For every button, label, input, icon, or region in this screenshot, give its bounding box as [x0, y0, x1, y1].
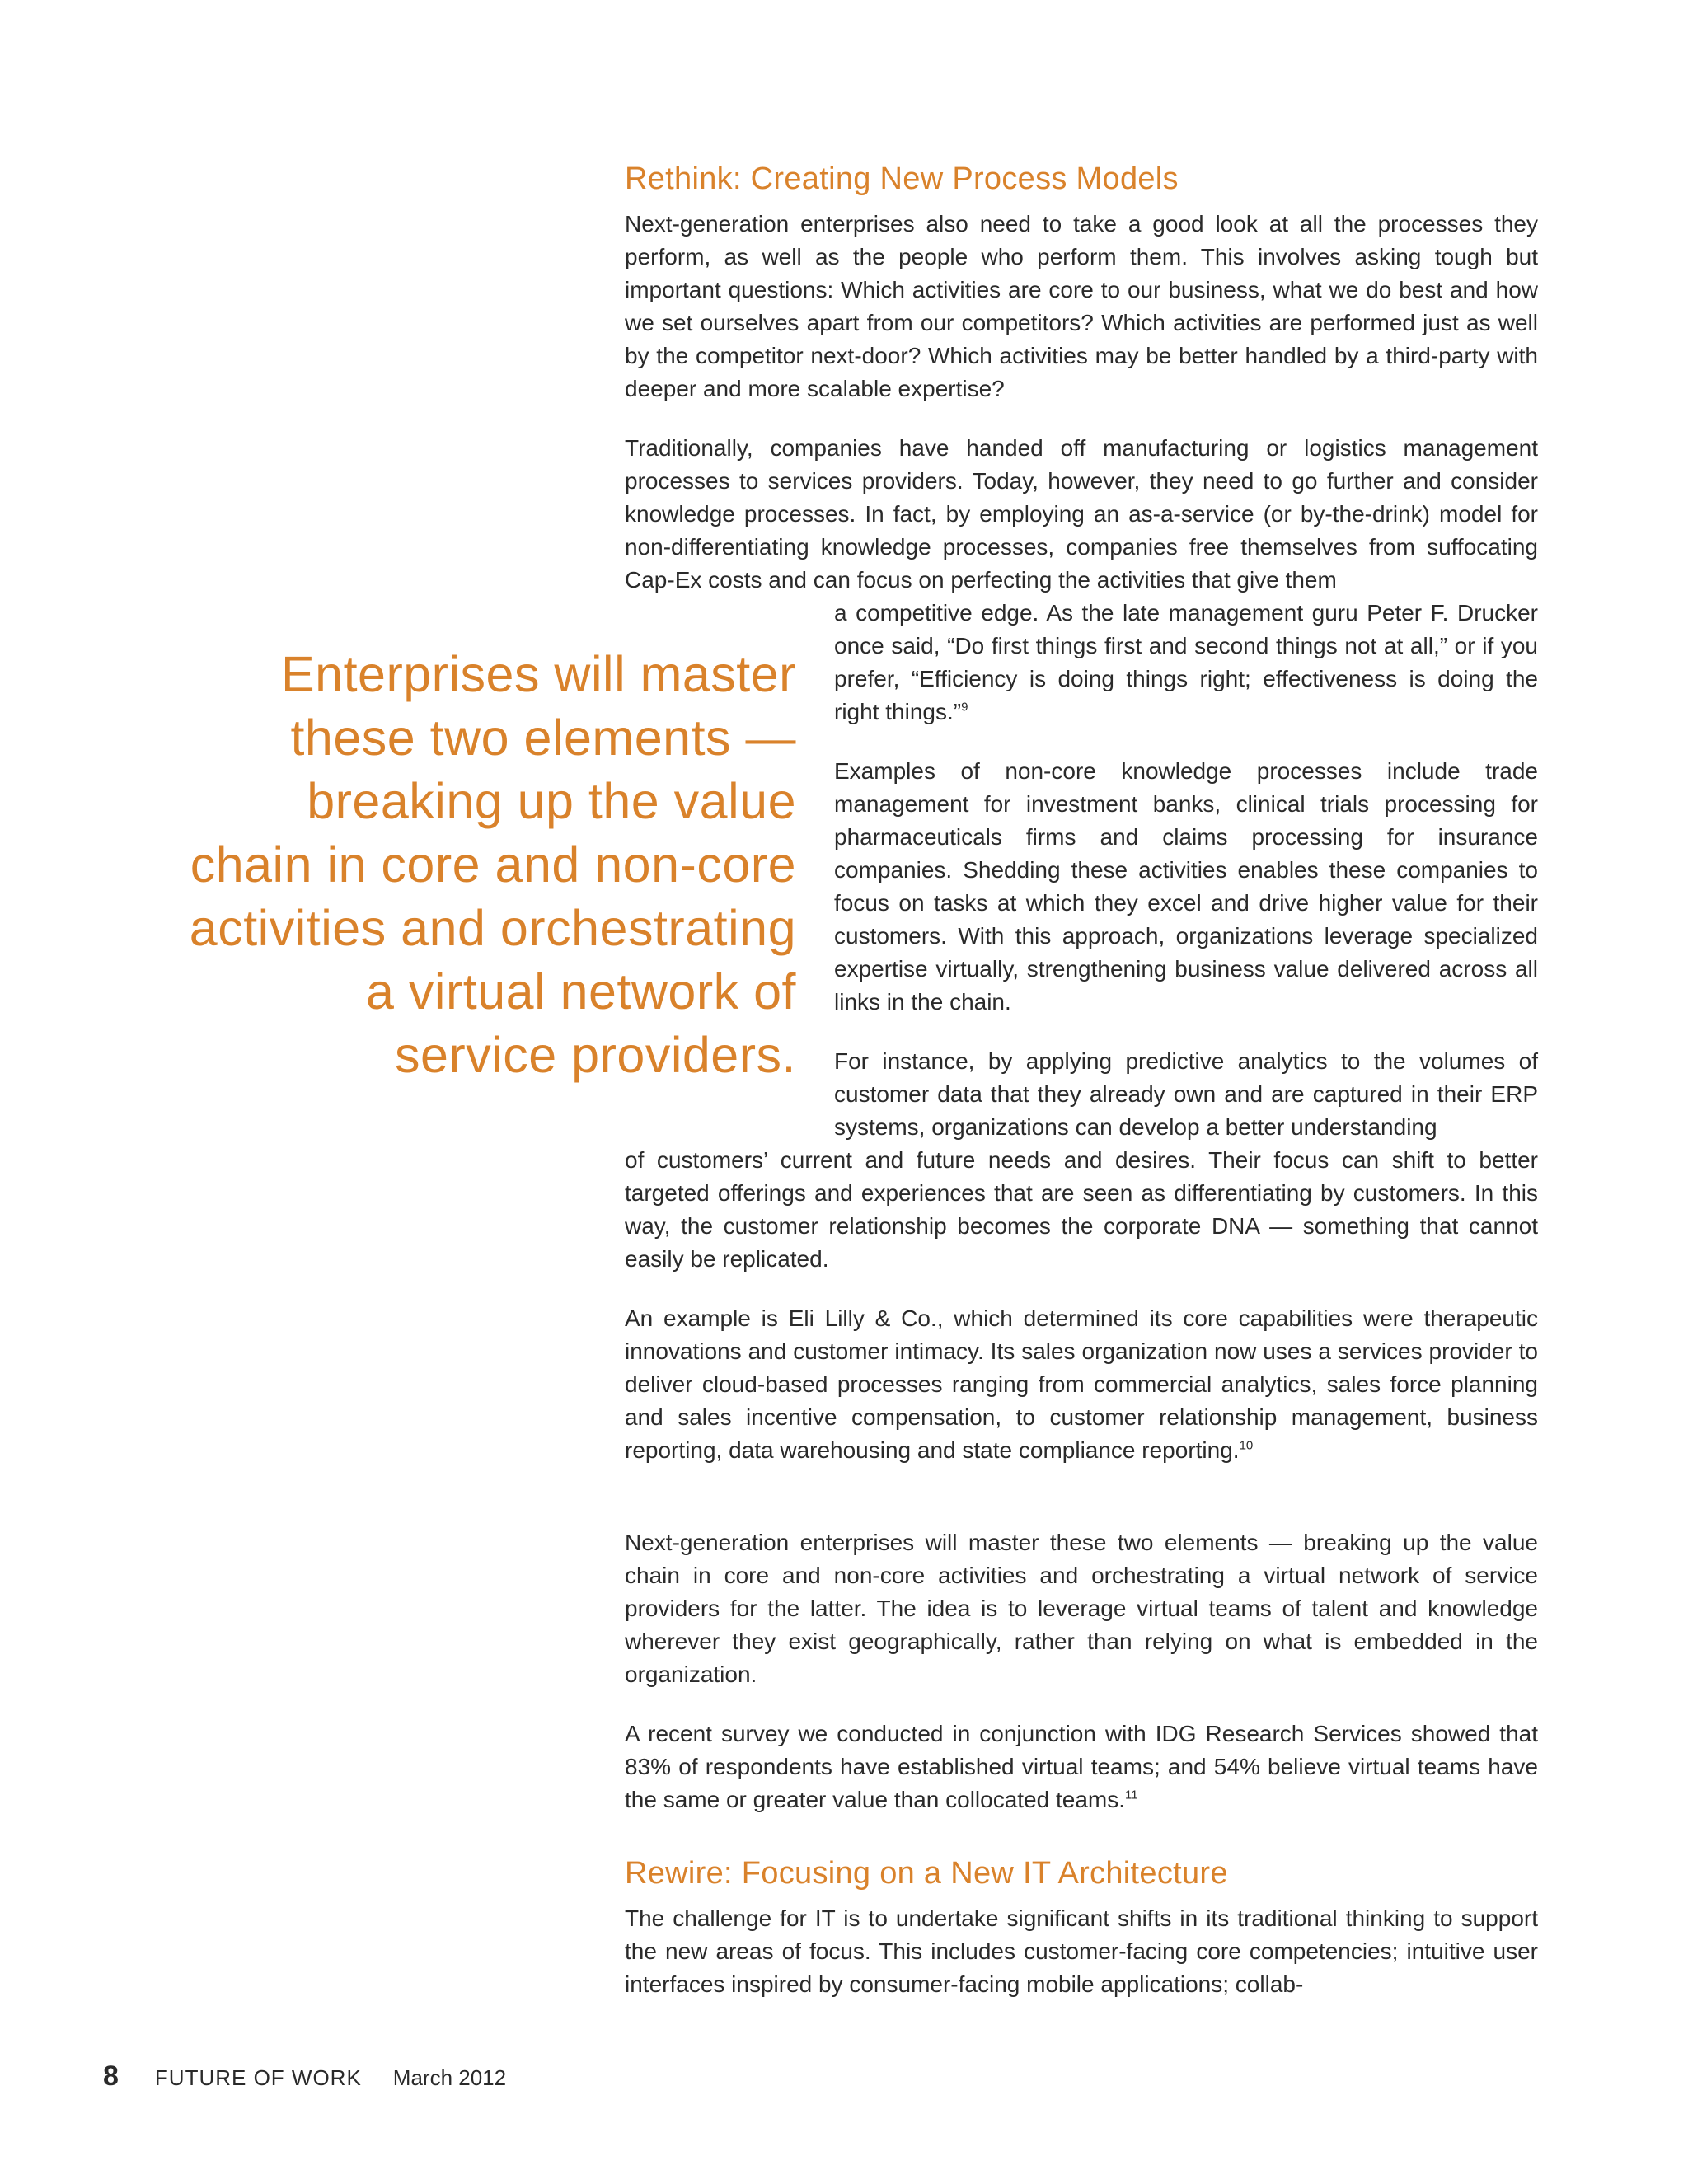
paragraph-survey [625, 1718, 1538, 1816]
paragraph-traditionally-bottom-text: a competitive edge. As the late management guru Peter F. Drucker once said, “Do first things first and second things not at all,” or if you prefer, “Efficiency is doing things right; effectiveness is doing the right things.” [834, 600, 1538, 724]
paragraph-eli-lilly-text: An example is Eli Lilly & Co., which determined its core capabilities were therapeutic innovations and customer intimacy. Its sales organization now uses a services provider to deliver cloud-based processes ranging from commercial analytics, sales force planning and sales incentive compensation, to customer relationship management, business reporting, data warehousing and state compliance reporting. [625, 1305, 1538, 1463]
paragraph-processes: Next-generation enterprises also need to take a good look at all the processes they perform, as well as the people who perform them. This involves asking tough but important questions: Which activities are core to our business, what we do best and how we set ourselves apart from our competitors? Which activities are performed just as well by the competitor next-door? Which activities may be better handled by a third-party with deeper and more scalable expertise? [625, 211, 1538, 401]
paragraph-for-instance-top: For instance, by applying predictive analytics to the volumes of customer data that they already own and are captured in their ERP systems, organizations can develop a better understanding [834, 1048, 1538, 1140]
footnote-ref-9: 9 [961, 700, 968, 715]
pull-quote-line: activities and orchestrating [189, 900, 796, 956]
paragraph-eli-lilly [625, 1302, 1538, 1467]
publication-title: FUTURE OF WORK [154, 2065, 362, 2090]
section-heading-rethink: Rethink: Creating New Process Models [625, 162, 1179, 196]
paragraph-traditionally-top: Traditionally, companies have handed off manufacturing or logistics management processes to services providers. Today, however, they need to go further and consider knowledge processes. In fact, by employing an as-a-service (or by-the-drink) model for non-differentiating knowledge processes, companies free themselves from suffocating Cap-Ex costs and can focus on perfecting the activities that give them [625, 435, 1538, 593]
paragraph-next-generation: Next-generation enterprises will master these two elements — breaking up the value chain in core and non-core activities and orchestrating a virtual network of service providers for the latter. The idea is to leverage virtual teams of talent and knowledge wherever they exist geographically, rather than relying on what is embedded in the organization. [625, 1530, 1538, 1687]
page-footer [103, 2060, 506, 2093]
footnote-ref-11: 11 [1125, 1788, 1138, 1802]
pull-quote-line: chain in core and non-core [190, 837, 796, 893]
pull-quote-line: breaking up the value [307, 773, 796, 829]
section-heading-rewire: Rewire: Focusing on a New IT Architecture [625, 1856, 1228, 1891]
paragraph-traditionally-bottom [834, 597, 1538, 729]
page-number: 8 [103, 2060, 119, 2092]
paragraph-examples: Examples of non-core knowledge processes include trade management for investment banks, clinical trials processing for pharmaceuticals firms and claims processing for insurance companies. Shedding these activities enables these companies to focus on tasks at which they excel and drive higher value for their customers. With this approach, organizations leverage specialized expertise virtually, strengthening business value delivered across all links in the chain. [834, 758, 1538, 1015]
paragraph-survey-text: A recent survey we conducted in conjunction with IDG Research Services showed that 83% of respondents have established virtual teams; and 54% believe virtual teams have the same or greater value than collocated teams. [625, 1721, 1538, 1812]
pull-quote-line: a virtual network of [366, 963, 796, 1019]
pull-quote-line: service providers. [395, 1027, 796, 1083]
pull-quote [124, 643, 796, 1087]
pull-quote-line: Enterprises will master [280, 646, 796, 702]
pull-quote-line: these two elements — [290, 710, 796, 766]
publication-date: March 2012 [392, 2065, 507, 2090]
footnote-ref-10: 10 [1239, 1438, 1254, 1453]
paragraph-for-instance-bottom: of customers’ current and future needs and desires. Their focus can shift to better targeted offerings and experiences that are seen as differentiating by customers. In this way, the customer relationship becomes the corporate DNA — something that cannot easily be replicated. [625, 1147, 1538, 1272]
paragraph-it-challenge: The challenge for IT is to undertake significant shifts in its traditional thinking to support the new areas of focus. This includes customer-facing core competencies; intuitive user interfaces inspired by consumer-facing mobile applications; collab- [625, 1905, 1538, 1997]
